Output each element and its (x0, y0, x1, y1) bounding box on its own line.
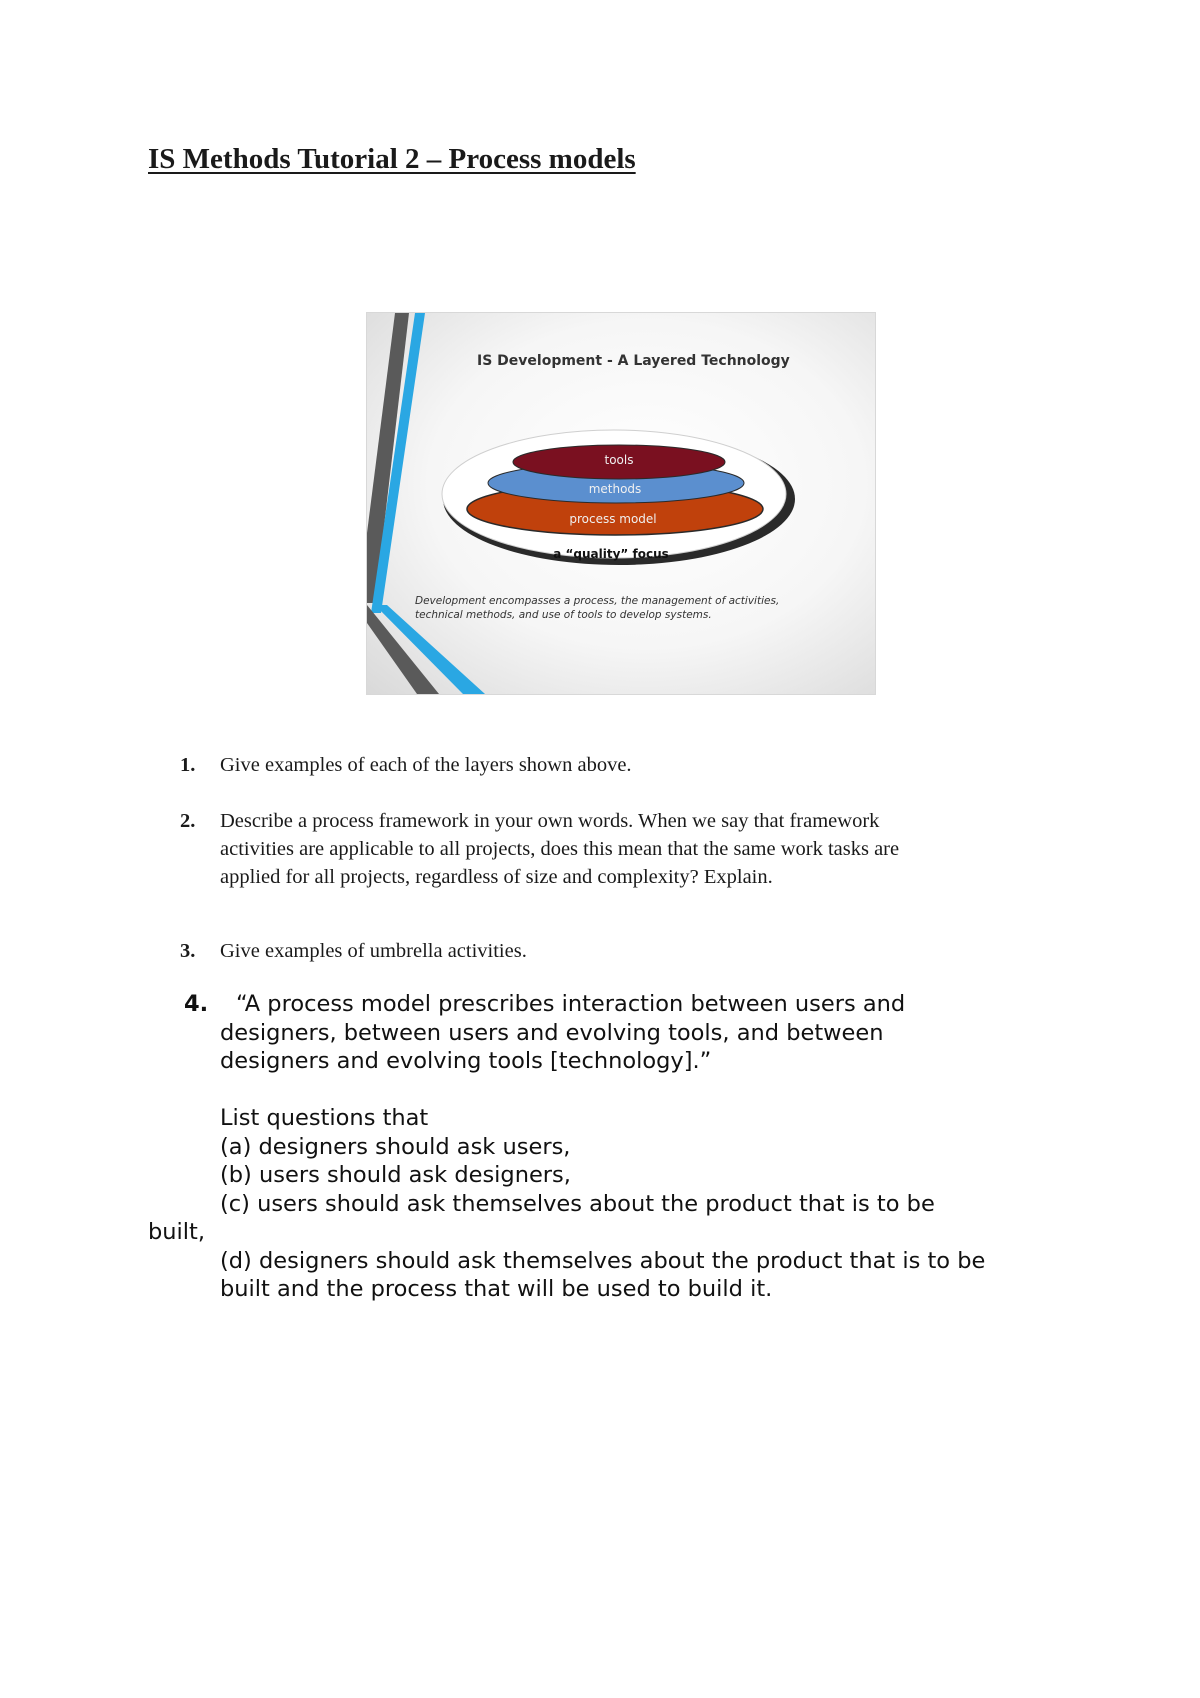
list-item-b: (b) users should ask designers, (220, 1162, 571, 1188)
list-item-d-continuation: built and the process that will be used to build it. (220, 1276, 773, 1302)
slide-caption-line: technical methods, and use of tools to develop systems. (415, 609, 712, 621)
quote-line: “A process model prescribes interaction between users and (236, 991, 906, 1017)
question-number: 1. (180, 754, 196, 776)
slide-title: IS Development - A Layered Technology (477, 353, 790, 369)
tools-label: tools (604, 453, 634, 467)
layered-technology-slide (366, 312, 876, 695)
slide-graphics (367, 313, 875, 694)
process-model-label: process model (569, 512, 657, 526)
document-title: IS Methods Tutorial 2 – Process models (148, 143, 636, 175)
quote-line: designers, between users and evolving tools, and between (220, 1019, 884, 1046)
question-text-line: Give examples of umbrella activities. (220, 940, 527, 962)
slide-caption (415, 594, 835, 622)
question-text-line: Describe a process framework in your own words. When we say that framework (220, 810, 880, 832)
quality-focus-label: a “quality” focus (553, 547, 669, 561)
question-number: 3. (180, 940, 196, 962)
question-number: 4. (184, 991, 209, 1017)
slide-caption-line: Development encompasses a process, the management of activities, (415, 595, 780, 607)
list-item-a: (a) designers should ask users, (220, 1133, 571, 1160)
methods-label: methods (588, 482, 642, 496)
list-item-c-continuation: built, (148, 1219, 206, 1245)
quote-line: designers and evolving tools [technology].” (220, 1048, 712, 1074)
question-text-line: Give examples of each of the layers shown above. (220, 754, 632, 776)
question-number: 2. (180, 810, 196, 832)
list-item-c: (c) users should ask themselves about the product that is to be (220, 1190, 935, 1217)
list-intro: List questions that (220, 1105, 429, 1131)
question-text-line: activities are applicable to all projects, does this mean that the same work tasks are (220, 838, 900, 860)
list-item-d: (d) designers should ask themselves about the product that is to be (220, 1247, 986, 1274)
question-text-line: applied for all projects, regardless of size and complexity? Explain. (220, 866, 773, 888)
question-4 (148, 990, 1148, 1310)
